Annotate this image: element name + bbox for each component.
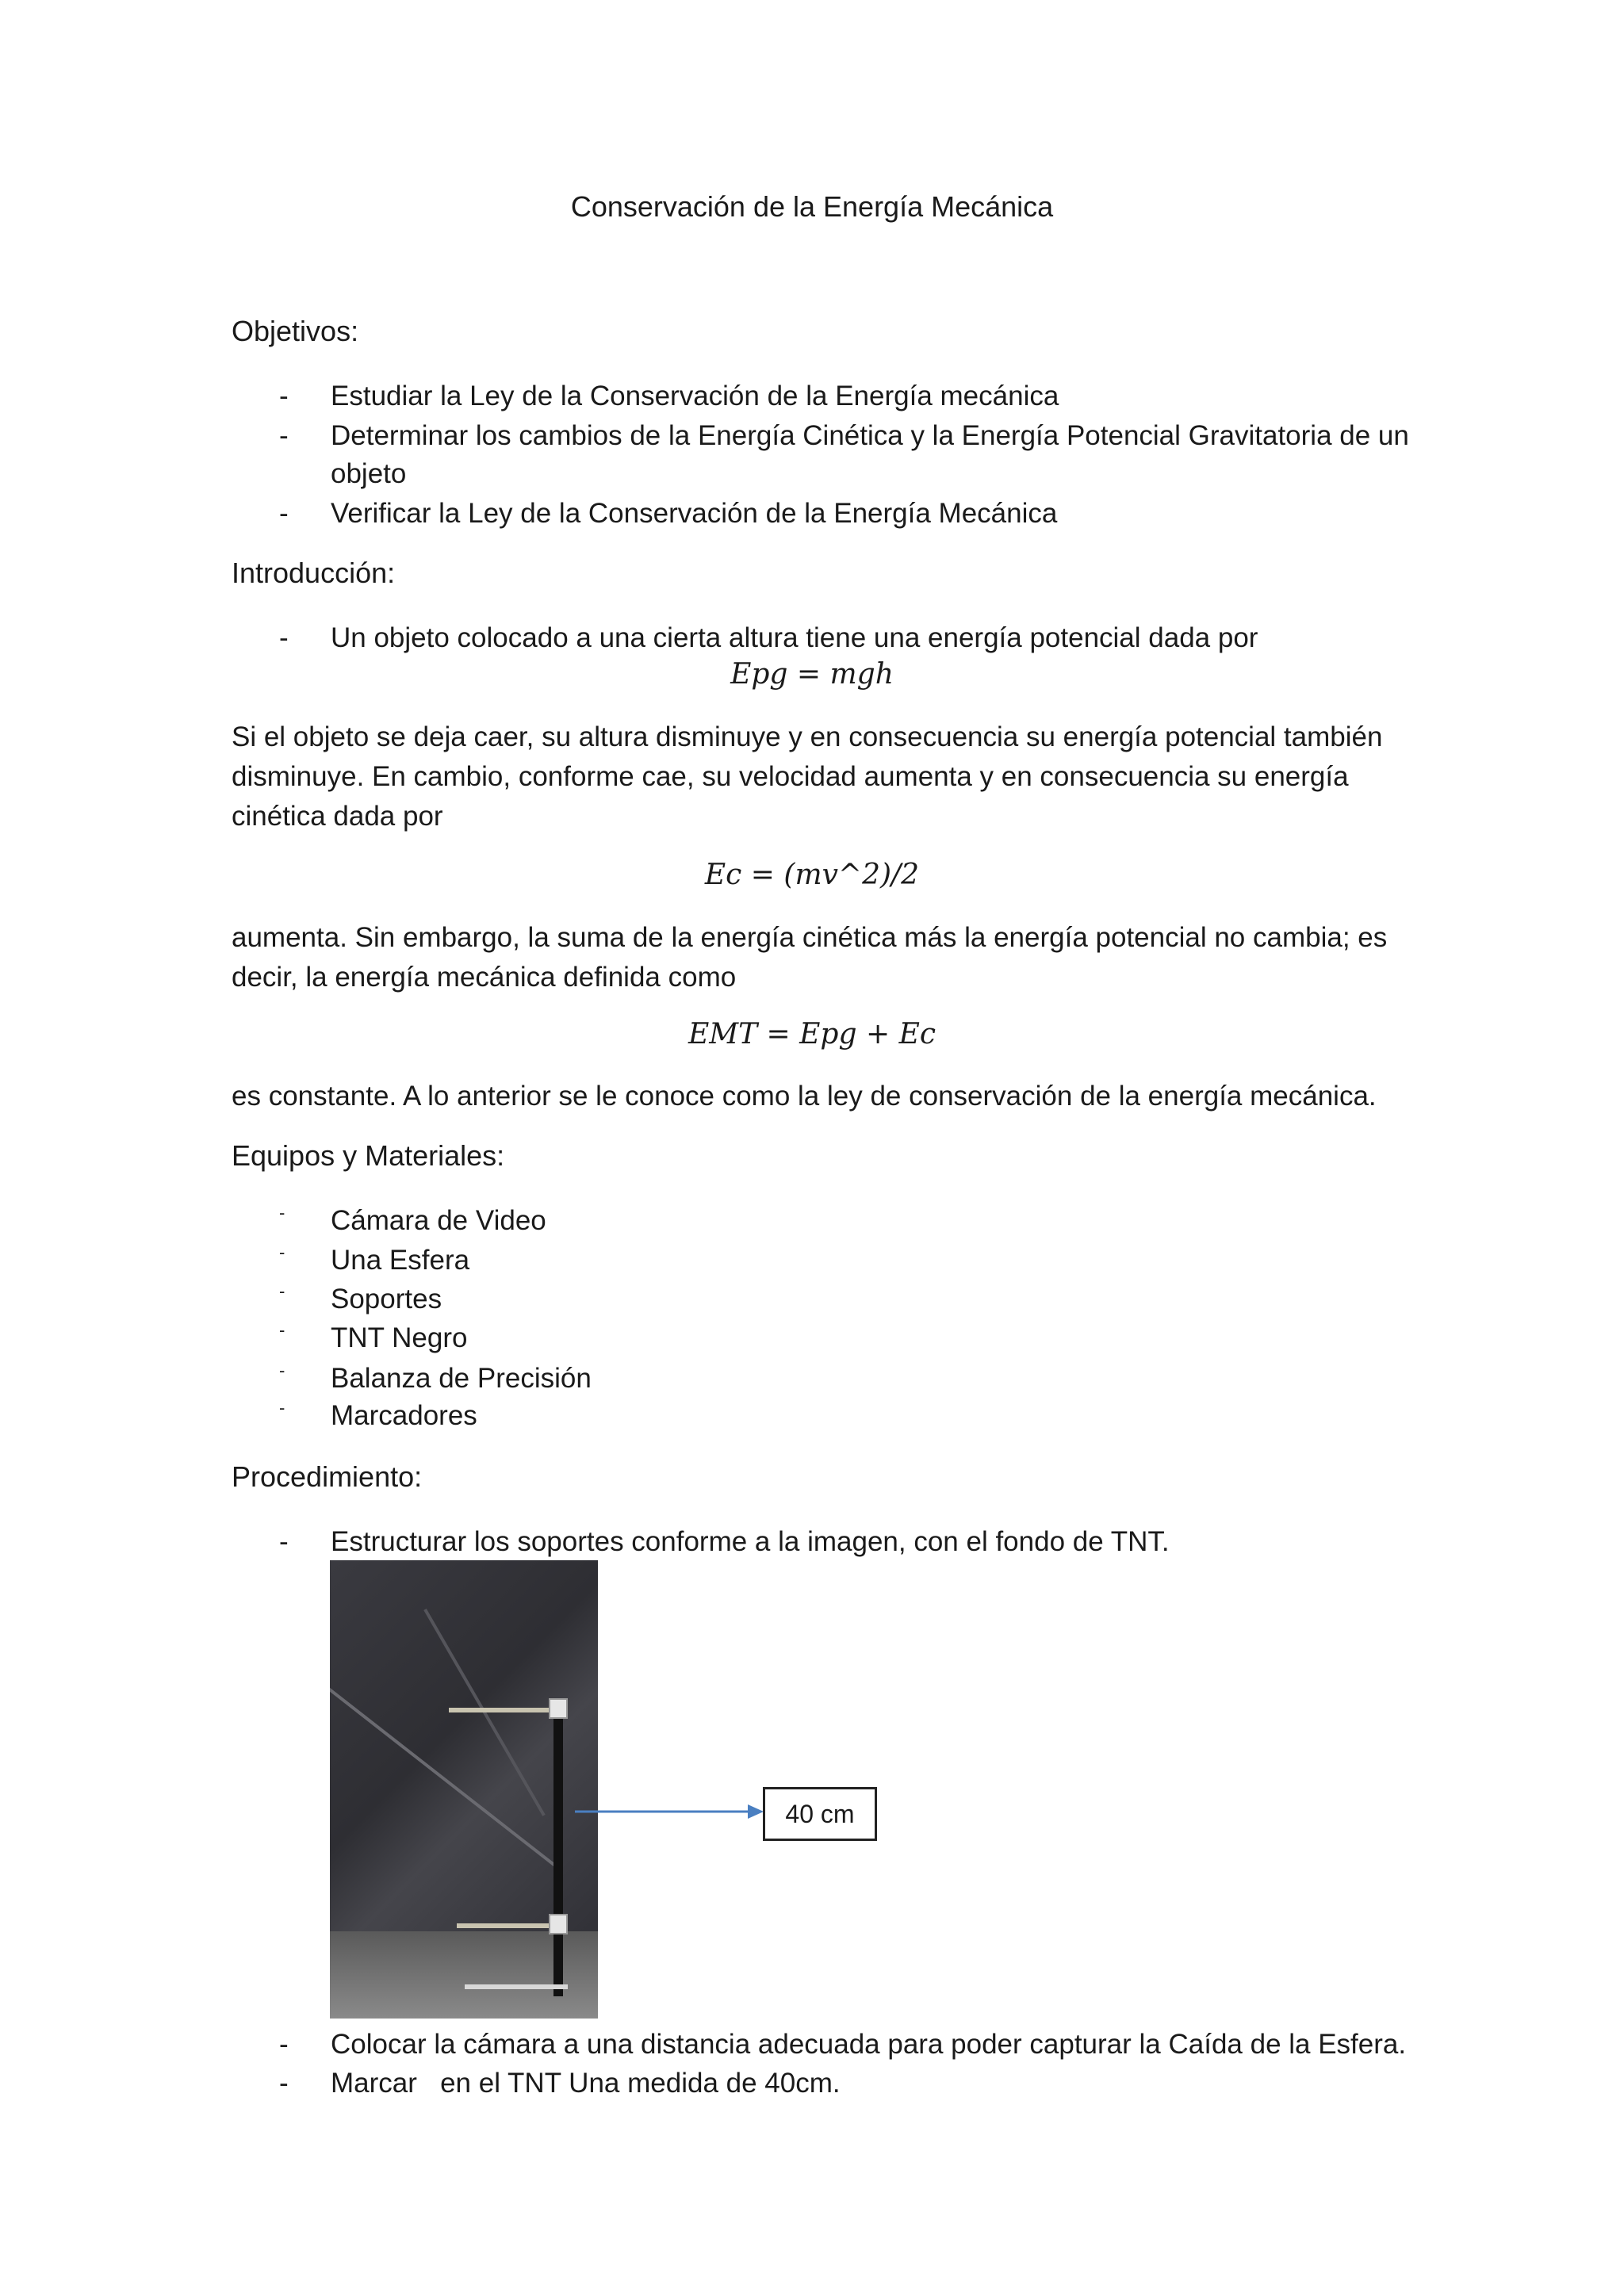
support-pole <box>553 1699 563 1996</box>
support-clamp-bottom <box>549 1914 568 1934</box>
formula-ec: Ec = (mv^2)/2 <box>704 859 920 891</box>
setup-photo <box>330 1560 598 2019</box>
support-clamp-top <box>549 1698 568 1719</box>
page-title: Conservación de la Energía Mecánica <box>570 190 1054 223</box>
bullet-dash: - <box>279 2029 289 2060</box>
fabric-fold <box>330 1663 561 1871</box>
bullet-dash: - <box>279 1526 289 1557</box>
bullet-dash: - <box>279 1320 285 1340</box>
bullet-dash: - <box>279 1398 285 1418</box>
measurement-label: 40 cm <box>763 1787 877 1841</box>
bullet-dash: - <box>279 1242 285 1262</box>
bullet-dash: - <box>279 420 289 451</box>
heading-equipos: Equipos y Materiales: <box>232 1139 505 1172</box>
support-arm-bottom <box>457 1923 560 1928</box>
bullet-dash: - <box>279 2068 289 2099</box>
heading-introduccion: Introducción: <box>232 557 396 589</box>
support-base <box>465 1984 568 1989</box>
bullet-dash: - <box>279 1203 285 1223</box>
bullet-dash: - <box>279 381 289 411</box>
formula-epg: Epg = mgh <box>730 658 894 691</box>
bullet-dash: - <box>279 1360 285 1380</box>
bullet-dash: - <box>279 622 289 653</box>
bullet-dash: - <box>279 1281 285 1301</box>
arrow-icon <box>575 1800 765 1823</box>
bullet-dash: - <box>279 498 289 529</box>
heading-procedimiento: Procedimiento: <box>232 1460 423 1493</box>
support-arm-top <box>449 1708 560 1712</box>
paragraph: Si el objeto se deja caer, su altura disminuye y en consecuencia su energía potencial también disminuye. En cambio, conforme cae, su velocidad aumenta y en consecuencia su energía cinética dada por <box>232 721 1383 832</box>
paragraph: es constante. A lo anterior se le conoce como la ley de conservación de la energía mecánica. <box>232 1081 1377 1112</box>
heading-objetivos: Objetivos: <box>232 315 359 347</box>
formula-emt: EMT = Epg + Ec <box>688 1018 936 1050</box>
paragraph: aumenta. Sin embargo, la suma de la energía cinética más la energía potencial no cambia; es decir, la energía mecánica definida como <box>232 922 1388 993</box>
